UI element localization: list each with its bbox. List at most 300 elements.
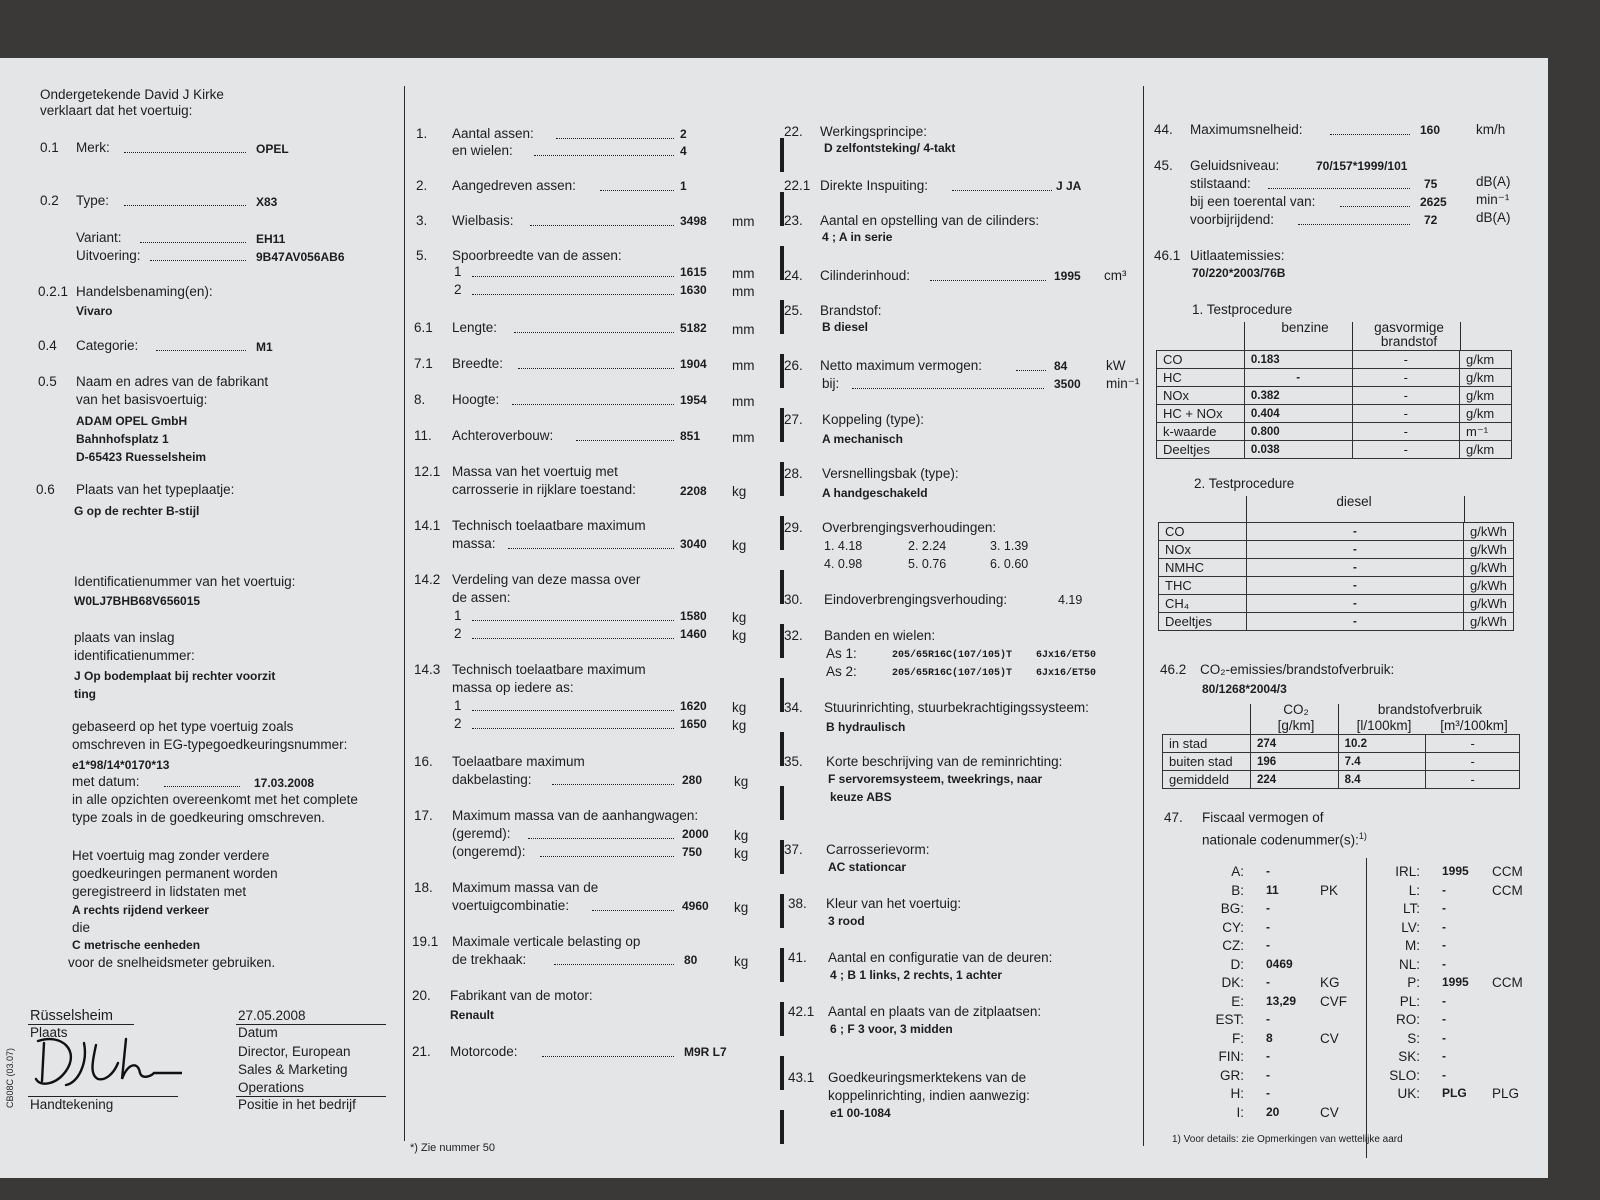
field-label: CO₂-emissies/brandstofverbruik:: [1200, 662, 1395, 677]
field-number: 14.3: [414, 662, 441, 677]
unit: kg: [732, 628, 747, 643]
fiscal-unit: CCM: [1492, 882, 1523, 898]
cell-value: 0.800: [1244, 423, 1352, 441]
country-code: NL:: [1398, 956, 1420, 972]
country-code: UK:: [1397, 1086, 1420, 1101]
fiscal-value: -: [1442, 901, 1446, 915]
cell-value: -: [1352, 423, 1460, 441]
country-code: L:: [1408, 882, 1420, 898]
field-number: 0.5: [38, 374, 57, 389]
cell-value: -: [1246, 613, 1463, 631]
cell-unit: g/km: [1460, 405, 1512, 423]
table-row: [1157, 351, 1512, 369]
cell-unit: g/kWh: [1463, 613, 1513, 631]
field-number: 24.: [784, 268, 803, 283]
field-number: 26.: [784, 358, 803, 373]
gear-ratio: 3. 1.39: [990, 539, 1029, 553]
field-label: met datum:: [72, 774, 140, 789]
field-label: en wielen:: [452, 143, 513, 158]
axle-max-mass-value: 1620: [680, 699, 707, 713]
footnote: 1) Voor details: zie Opmerkingen van wettelijke aard: [1172, 1134, 1403, 1145]
field-label: Hoogte:: [452, 392, 500, 407]
statement-text: gebaseerd op het type voertuig zoals: [72, 719, 294, 734]
row-index: 2: [454, 626, 462, 641]
variant-value: EH11: [256, 232, 286, 246]
row-index: 1: [454, 608, 462, 623]
intro-line-1: Ondergetekende David J Kirke: [40, 87, 224, 102]
cell-value: 0.038: [1244, 441, 1352, 459]
height-value: 1954: [680, 393, 707, 407]
row-label: HC: [1157, 369, 1245, 387]
field-number: 38.: [788, 896, 807, 911]
field-number: 34.: [784, 700, 803, 715]
field-label: (geremd):: [452, 826, 511, 841]
row-index: 1: [454, 698, 462, 713]
row-label: gemiddeld: [1163, 771, 1251, 789]
cell-value: 0.183: [1244, 351, 1352, 369]
row-label: buiten stad: [1163, 753, 1251, 771]
field-label: Motorcode:: [450, 1044, 518, 1059]
field-label: stilstaand:: [1190, 176, 1251, 191]
fiscal-value: -: [1266, 919, 1270, 934]
field-number: 11.: [414, 428, 432, 443]
make-value: OPEL: [256, 142, 289, 156]
fiscal-value: -: [1442, 1012, 1446, 1026]
row-label: CO: [1159, 523, 1247, 541]
fiscal-unit: KG: [1320, 975, 1340, 990]
fiscal-value: 20: [1266, 1104, 1280, 1119]
country-code: LT:: [1402, 901, 1420, 916]
field-number: 46.2: [1160, 662, 1187, 677]
unit: dB(A): [1476, 210, 1511, 225]
power-rpm-value: 3500: [1054, 377, 1081, 391]
field-label: bij een toerental van:: [1190, 194, 1316, 209]
field-label: carrosserie in rijklare toestand:: [452, 482, 636, 497]
row-label: Deeltjes: [1157, 441, 1245, 459]
length-value: 5182: [680, 321, 707, 335]
rim-size-value: 6Jx16/ET50: [1036, 668, 1097, 679]
issue-date-value: 27.05.2008: [238, 1008, 306, 1023]
field-number: 14.2: [414, 572, 441, 587]
country-code: DK:: [1221, 975, 1244, 990]
field-number: 28.: [784, 466, 803, 481]
vin-location-value: J Op bodemplaat bij rechter voorzit: [74, 669, 276, 683]
intro-line-2: verklaart dat het voertuig:: [40, 103, 193, 118]
fiscal-value: -: [1442, 882, 1446, 897]
noise-directive-value: 70/157*1999/101: [1316, 159, 1408, 173]
cell-unit: g/kWh: [1463, 559, 1513, 577]
field-number: 20.: [412, 988, 431, 1003]
manufacturer-value: ADAM OPEL GmbH: [76, 414, 188, 428]
field-label: Aantal en configuratie van de deuren:: [828, 950, 1053, 965]
field-label: Wielbasis:: [452, 213, 514, 228]
statement-text: in alle opzichten overeenkomt met het complete: [72, 792, 358, 807]
row-label: CH₄: [1159, 595, 1247, 613]
column-header: gasvormige: [1374, 320, 1444, 335]
field-label: voertuigcombinatie:: [452, 898, 570, 913]
fold-line: [780, 138, 784, 1178]
axles-value: 2: [680, 127, 687, 141]
fiscal-unit: CV: [1320, 1104, 1339, 1120]
column-header: [g/km]: [1277, 718, 1315, 733]
country-code: EST:: [1215, 1012, 1244, 1027]
field-number: 47.: [1164, 810, 1183, 825]
field-number: 8.: [414, 392, 426, 407]
footnote-ref: 1): [1358, 831, 1367, 841]
cell-value: -: [1352, 387, 1460, 405]
country-code: PL:: [1399, 993, 1420, 1009]
field-number: 27.: [784, 412, 803, 427]
field-label: Geluidsniveau:: [1190, 158, 1280, 173]
steering-value: B hydraulisch: [826, 720, 906, 734]
field-number: 29.: [784, 520, 803, 535]
country-code: GR:: [1219, 1067, 1244, 1083]
field-label: Spoorbreedte van de assen:: [452, 248, 622, 263]
field-label: Eindoverbrengingsverhouding:: [824, 592, 1008, 607]
field-number: 22.1: [784, 178, 811, 193]
column-header: brandstofverbruik: [1377, 702, 1483, 717]
column-header: [m³/100km]: [1440, 718, 1508, 733]
cell-value: 274: [1250, 735, 1338, 753]
emissions-table-1: [1156, 350, 1512, 459]
country-code: LV:: [1401, 919, 1420, 935]
unit: mm: [732, 266, 755, 281]
field-label: Aantal en plaats van de zitplaatsen:: [828, 1004, 1042, 1019]
country-code: CZ:: [1222, 938, 1244, 953]
field-label: Cilinderinhoud:: [820, 268, 911, 283]
field-number: 25.: [784, 303, 803, 318]
field-number: 2.: [416, 178, 428, 193]
country-code: M:: [1405, 938, 1420, 953]
row-label: HC + NOx: [1157, 405, 1245, 423]
brakes-value: keuze ABS: [830, 790, 892, 804]
fiscal-value: -: [1266, 975, 1270, 989]
manufacturer-address: Bahnhofsplatz 1: [76, 432, 169, 446]
unit: kg: [734, 774, 749, 789]
field-number: 22.: [784, 124, 803, 139]
fiscal-value: -: [1266, 1012, 1270, 1026]
field-label: (ongeremd):: [452, 844, 526, 859]
table-row: [1159, 595, 1514, 613]
unit: min⁻¹: [1106, 376, 1140, 391]
gear-ratio: 2. 2.24: [908, 539, 947, 553]
cell-unit: g/km: [1460, 441, 1512, 459]
brakes-value: F servoremsysteem, tweekrings, naar: [828, 772, 1043, 786]
cell-value: -: [1246, 577, 1463, 595]
footnote: *) Zie nummer 50: [410, 1142, 495, 1154]
country-code: IRL:: [1395, 864, 1420, 879]
field-label: van het basisvoertuig:: [76, 392, 208, 407]
fiscal-value: 13,29: [1266, 993, 1297, 1008]
fiscal-unit: CCM: [1492, 864, 1523, 879]
unit: dB(A): [1476, 174, 1511, 189]
cell-value: 7.4: [1338, 753, 1426, 771]
unit: kg: [734, 900, 749, 915]
axle-mass-value: 1460: [680, 627, 707, 641]
gear-ratio: 5. 0.76: [908, 557, 947, 571]
unit: mm: [732, 358, 755, 373]
signature-label: Handtekening: [30, 1097, 114, 1112]
row-label: Deeltjes: [1159, 613, 1247, 631]
drive-by-noise-value: 72: [1424, 213, 1438, 227]
row-index: 2: [454, 716, 462, 731]
field-label: Fabrikant van de motor:: [450, 988, 593, 1003]
country-code: I:: [1236, 1104, 1244, 1120]
cell-unit: g/km: [1460, 369, 1512, 387]
cell-unit: g/km: [1460, 387, 1512, 405]
cell-value: 196: [1250, 753, 1338, 771]
row-index: 2: [454, 282, 462, 297]
field-label-text: nationale codenummer(s):: [1202, 832, 1359, 848]
field-number: 3.: [416, 213, 428, 228]
unit: kg: [732, 484, 747, 499]
table-row: [1159, 577, 1514, 595]
column-header: [l/100km]: [1356, 718, 1412, 733]
country-code: A:: [1231, 864, 1244, 879]
tyre-size-value: 205/65R16C(107/105)T: [892, 668, 1013, 679]
field-label: Fiscaal vermogen of: [1202, 810, 1324, 825]
fiscal-value: -: [1266, 901, 1270, 915]
country-code: RO:: [1395, 1012, 1420, 1027]
field-label: Werkingsprincipe:: [820, 124, 928, 139]
field-number: 16.: [414, 754, 433, 769]
row-label: THC: [1159, 577, 1247, 595]
towbar-load-value: 80: [684, 953, 698, 967]
field-label: Stuurinrichting, stuurbekrachtigingssysteem:: [824, 700, 1089, 715]
field-number: 6.1: [414, 320, 433, 335]
approval-number-value: e1*98/14*0170*13: [72, 758, 170, 772]
approval-date-value: 17.03.2008: [254, 776, 315, 790]
statement-text: geregistreerd in lidstaten met: [72, 884, 247, 899]
cell-value: 224: [1250, 771, 1338, 789]
cell-value: -: [1352, 441, 1460, 459]
field-label: voorbijrijdend:: [1190, 212, 1275, 227]
gear-ratio: 4. 0.98: [824, 557, 863, 571]
cell-value: -: [1246, 523, 1463, 541]
fiscal-unit: PLG: [1492, 1086, 1520, 1101]
displacement-value: 1995: [1054, 269, 1081, 283]
field-number: 0.2.1: [38, 284, 69, 299]
cell-unit: g/kWh: [1463, 541, 1513, 559]
position-value: Sales & Marketing: [238, 1062, 348, 1077]
doors-value: 4 ; B 1 links, 2 rechts, 1 achter: [830, 968, 1003, 982]
place-value: Rüsselsheim: [30, 1008, 113, 1024]
field-label: Aantal en opstelling van de cilinders:: [820, 213, 1040, 228]
row-label: NMHC: [1159, 559, 1247, 577]
fiscal-value: -: [1442, 919, 1446, 934]
cylinders-value: 4 ; A in serie: [822, 230, 893, 244]
table-row: [1163, 753, 1520, 771]
fiscal-value: -: [1442, 938, 1446, 952]
cell-value: -: [1352, 405, 1460, 423]
table-row: [1157, 387, 1512, 405]
fiscal-value: -: [1266, 1067, 1270, 1082]
country-code: CY:: [1222, 919, 1244, 935]
table-row: [1159, 559, 1514, 577]
coc-document: [0, 58, 1548, 1178]
table-row: [1159, 613, 1514, 631]
column-header: brandstof: [1380, 334, 1438, 349]
cell-unit: g/kWh: [1463, 577, 1513, 595]
power-value: 84: [1054, 359, 1068, 373]
field-number: 18.: [414, 880, 433, 895]
field-label: Uitvoering:: [76, 248, 141, 263]
fiscal-value: -: [1266, 864, 1270, 878]
mass-running-order-value: 2208: [680, 484, 707, 498]
cell-value: -: [1426, 771, 1520, 789]
axle-label: As 2:: [826, 664, 857, 679]
cell-unit: m⁻¹: [1460, 423, 1512, 441]
noise-rpm-value: 2625: [1420, 195, 1447, 209]
statement-text: voor de snelheidsmeter gebruiken.: [68, 955, 276, 970]
unit: km/h: [1476, 122, 1506, 137]
field-number: 14.1: [414, 518, 441, 533]
field-label: Type:: [76, 193, 110, 208]
trade-name-value: Vivaro: [76, 304, 113, 318]
fiscal-value: -: [1442, 956, 1446, 971]
field-label: Technisch toelaatbare maximum: [452, 518, 646, 533]
statement-text: type zoals in de goedkeuring omschreven.: [72, 810, 325, 825]
fiscal-value: 0469: [1266, 956, 1293, 971]
field-label: Brandstof:: [820, 303, 882, 318]
stationary-noise-value: 75: [1424, 177, 1438, 191]
field-number: 41.: [788, 950, 807, 965]
table-row: [1163, 735, 1520, 753]
field-number: 12.1: [414, 464, 441, 479]
working-principle-value: D zelfontsteking/ 4-takt: [824, 141, 956, 155]
unit: mm: [732, 284, 755, 299]
field-number: 1.: [416, 126, 428, 141]
field-label: Breedte:: [452, 356, 504, 371]
field-number: 46.1: [1154, 248, 1181, 263]
test-procedure-title: 1. Testprocedure: [1192, 302, 1293, 317]
fiscal-value: -: [1442, 1030, 1446, 1045]
track-width-value: 1630: [680, 283, 707, 297]
fiscal-value: -: [1442, 993, 1446, 1008]
cell-value: -: [1246, 595, 1463, 613]
trailer-braked-value: 2000: [682, 827, 709, 841]
country-code: S:: [1407, 1030, 1420, 1046]
column-header: diesel: [1336, 494, 1372, 509]
field-number: 35.: [784, 754, 803, 769]
column-divider: [1143, 86, 1144, 1146]
place-label: Plaats: [30, 1025, 68, 1040]
fiscal-unit: CCM: [1492, 975, 1523, 990]
field-number: 7.1: [414, 356, 433, 371]
unit: mm: [732, 214, 755, 229]
cell-value: 0.382: [1244, 387, 1352, 405]
table-row: [1159, 541, 1514, 559]
unit: kW: [1106, 358, 1126, 373]
signature-image: [22, 1033, 182, 1093]
fiscal-unit: CV: [1320, 1030, 1339, 1046]
position-label: Positie in het bedrijf: [238, 1097, 356, 1112]
country-code: B:: [1231, 882, 1244, 898]
table-row: [1157, 423, 1512, 441]
tyre-size-value: 205/65R16C(107/105)T: [892, 650, 1013, 661]
field-label: plaats van inslag: [74, 630, 175, 645]
statement-text: Het voertuig mag zonder verdere: [72, 848, 270, 863]
field-label: Koppeling (type):: [822, 412, 925, 427]
position-value: Operations: [238, 1080, 305, 1095]
field-label: Direkte Inspuiting:: [820, 178, 929, 193]
field-number: 30.: [784, 592, 803, 607]
field-label: Categorie:: [76, 338, 139, 353]
fiscal-value: -: [1266, 1086, 1270, 1100]
field-number: 5.: [416, 248, 428, 263]
colour-value: 3 rood: [828, 914, 865, 928]
fiscal-value: -: [1266, 1049, 1270, 1063]
field-label: Lengte:: [452, 320, 498, 335]
field-number: 19.1: [412, 934, 439, 949]
unit: kg: [734, 954, 749, 969]
field-label: Identificatienummer van het voertuig:: [74, 574, 296, 589]
field-label: Verdeling van deze massa over: [452, 572, 641, 587]
cell-value: 0.404: [1244, 405, 1352, 423]
emissions-table-2: [1158, 522, 1514, 631]
field-label: Uitlaatemissies:: [1190, 248, 1285, 263]
field-number: 0.4: [38, 338, 57, 353]
field-number: 0.2: [40, 193, 59, 208]
country-code: E:: [1231, 993, 1244, 1009]
coupling-approval-value: e1 00-1084: [830, 1106, 891, 1120]
field-label: dakbelasting:: [452, 772, 532, 787]
direct-injection-value: J JA: [1056, 179, 1082, 193]
field-number: 17.: [414, 808, 433, 823]
unit: mm: [732, 394, 755, 409]
field-number: 0.6: [36, 482, 55, 497]
cell-value: -: [1246, 559, 1463, 577]
max-speed-value: 160: [1420, 123, 1441, 137]
plate-location-value: G op de rechter B-stijl: [74, 504, 200, 518]
field-number: 32.: [784, 628, 803, 643]
unit: mm: [732, 430, 755, 445]
type-value: X83: [256, 195, 278, 209]
field-label: Variant:: [76, 230, 122, 245]
unit: min⁻¹: [1476, 192, 1510, 207]
gear-ratio: 6. 0.60: [990, 557, 1029, 571]
table-row: [1157, 369, 1512, 387]
gear-ratio: 1. 4.18: [824, 539, 863, 553]
body-type-value: AC stationcar: [828, 860, 907, 874]
test-procedure-title: 2. Testprocedure: [1194, 476, 1295, 491]
country-code: FIN:: [1218, 1049, 1244, 1064]
field-label: Maximale verticale belasting op: [452, 934, 641, 949]
fiscal-unit: CVF: [1320, 993, 1347, 1009]
cell-value: -: [1246, 541, 1463, 559]
issue-date-label: Datum: [238, 1025, 278, 1040]
row-label: k-waarde: [1157, 423, 1245, 441]
field-label: Massa van het voertuig met: [452, 464, 618, 479]
country-code: SK:: [1398, 1049, 1420, 1064]
emission-directive-value: 70/220*2003/76B: [1192, 266, 1286, 280]
co2-directive-value: 80/1268*2004/3: [1202, 682, 1287, 696]
fiscal-value: PLG: [1442, 1086, 1467, 1100]
unit: kg: [732, 700, 747, 715]
field-label: koppelinrichting, indien aanwezig:: [828, 1088, 1030, 1103]
version-value: 9B47AV056AB6: [256, 250, 345, 264]
co2-table: [1162, 734, 1520, 789]
column-divider: [404, 86, 405, 1141]
axle-max-mass-value: 1650: [680, 717, 707, 731]
form-code: CB08C (03.07): [5, 1047, 15, 1108]
manufacturer-city: D-65423 Ruesselsheim: [76, 450, 207, 464]
field-label: Handelsbenaming(en):: [76, 284, 213, 299]
field-label: Netto maximum vermogen:: [820, 358, 983, 373]
row-label: NOx: [1157, 387, 1245, 405]
cell-unit: g/kWh: [1463, 523, 1513, 541]
field-label: Naam en adres van de fabrikant: [76, 374, 269, 389]
